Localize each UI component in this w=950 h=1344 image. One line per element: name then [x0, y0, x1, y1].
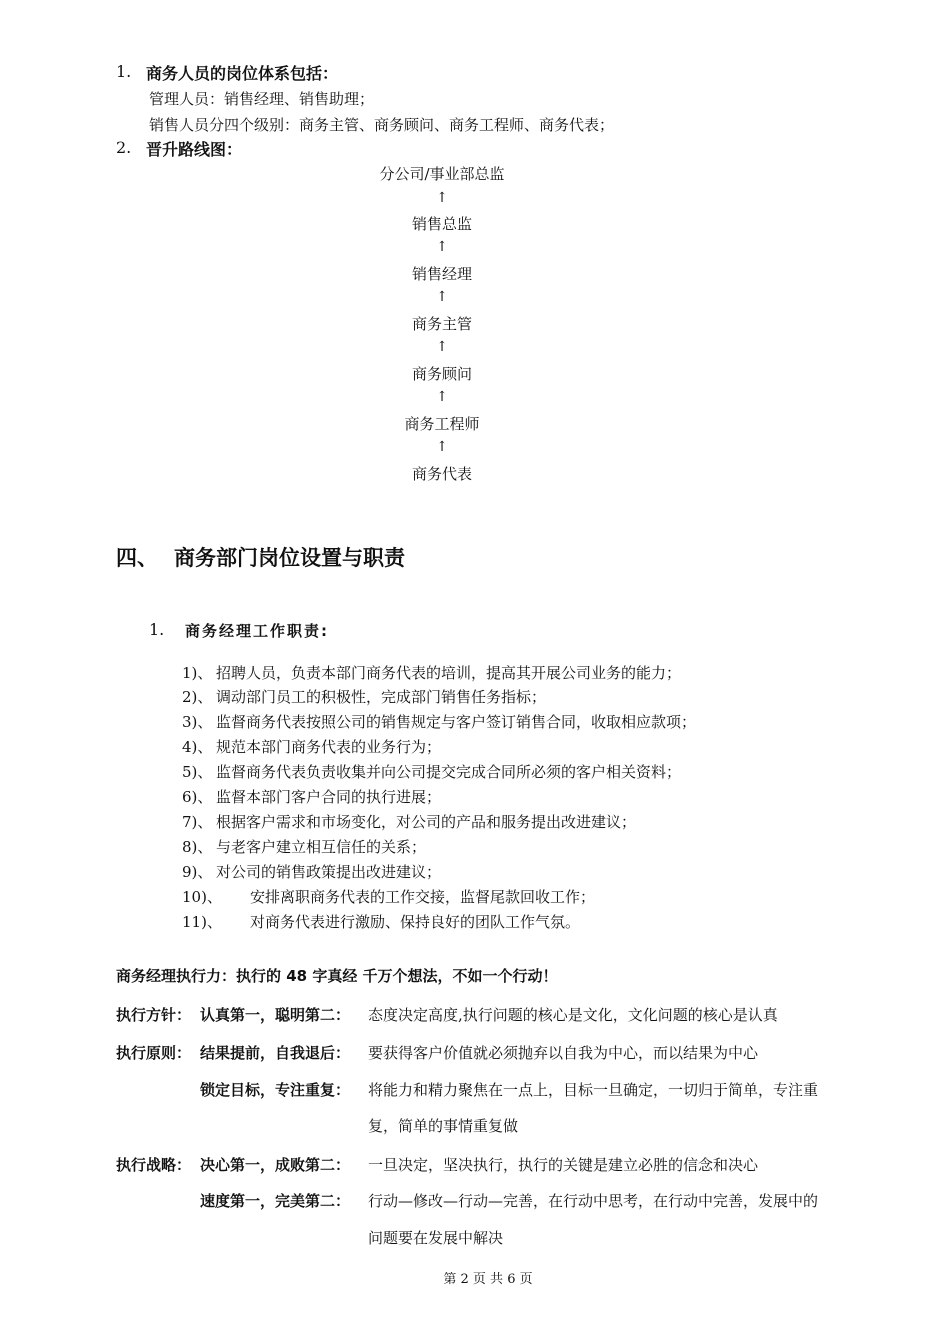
- list-item-text: 安排离职商务代表的工作交接，监督尾款回收工作；: [250, 888, 596, 906]
- exec-strategy-label: 执行战略：: [116, 1156, 192, 1174]
- exec-focus-text-cont: 复，简单的事情重复做: [368, 1117, 519, 1135]
- exec-policy-key: 认真第一，聪明第二：: [200, 1006, 351, 1024]
- list-item-number: 1)、: [182, 664, 213, 682]
- exec-speed-text: 行动—修改—行动—完善，在行动中思考，在行动中完善，发展中的: [368, 1192, 819, 1210]
- list-item-number: 2)、: [182, 688, 213, 706]
- sec2-number: 2.: [116, 138, 132, 157]
- up-arrow-icon: ↑: [436, 439, 448, 455]
- page-footer: 第 2 页 共 6 页: [443, 1272, 533, 1287]
- list-item-text: 规范本部门商务代表的业务行为；: [216, 738, 442, 756]
- sec1-line-sales: 销售人员分四个级别：商务主管、商务顾问、商务工程师、商务代表；: [149, 116, 615, 134]
- sec1-line-managers: 管理人员：销售经理、销售助理；: [149, 90, 375, 108]
- chapter-number: 四、: [116, 546, 158, 570]
- sec1-title: 商务人员的岗位体系包括：: [146, 64, 339, 83]
- list-item-text: 监督本部门客户合同的执行进展；: [216, 788, 442, 806]
- exec-focus-text: 将能力和精力聚焦在一点上，目标一旦确定，一切归于简单，专注重: [368, 1081, 819, 1099]
- list-item-number: 7)、: [182, 813, 213, 831]
- list-item-number: 6)、: [182, 788, 213, 806]
- level-business-consultant: 商务顾问: [411, 365, 472, 383]
- up-arrow-icon: ↑: [436, 289, 448, 305]
- exec-policy-label: 执行方针：: [116, 1006, 192, 1024]
- exec-policy-text: 态度决定高度,执行问题的核心是文化，文化问题的核心是认真: [368, 1006, 778, 1024]
- list-item-text: 调动部门员工的积极性，完成部门销售任务指标；: [216, 688, 547, 706]
- exec-principle-text: 要获得客户价值就必须抛弃以自我为中心，而以结果为中心: [368, 1044, 759, 1062]
- level-division-director: 分公司/事业部总监: [379, 165, 505, 183]
- list-item-number: 11)、: [182, 913, 222, 931]
- level-business-engineer: 商务工程师: [404, 415, 480, 433]
- up-arrow-icon: ↑: [436, 239, 448, 255]
- sec1-number: 1.: [116, 62, 132, 81]
- level-sales-manager: 销售经理: [411, 265, 472, 283]
- duty-number: 1.: [149, 620, 165, 639]
- list-item-number: 5)、: [182, 763, 213, 781]
- list-item-number: 10)、: [182, 888, 222, 906]
- exec-focus-key: 锁定目标，专注重复：: [200, 1081, 351, 1099]
- list-item-number: 4)、: [182, 738, 213, 756]
- duty-title: 商务经理工作职责:: [185, 622, 329, 640]
- list-item-text: 与老客户建立相互信任的关系；: [216, 838, 427, 856]
- up-arrow-icon: ↑: [436, 190, 448, 206]
- up-arrow-icon: ↑: [436, 389, 448, 405]
- exec-speed-key: 速度第一，完美第二：: [200, 1192, 351, 1210]
- exec-speed-text-cont: 问题要在发展中解决: [368, 1229, 504, 1247]
- list-item-text: 根据客户需求和市场变化，对公司的产品和服务提出改进建议；: [216, 813, 637, 831]
- list-item-text: 对公司的销售政策提出改进建议；: [216, 863, 442, 881]
- list-item-number: 9)、: [182, 863, 213, 881]
- level-business-supervisor: 商务主管: [411, 315, 472, 333]
- exec-strategy-key: 决心第一，成败第二：: [200, 1156, 351, 1174]
- sec2-title: 晋升路线图：: [146, 140, 243, 159]
- list-item-number: 3)、: [182, 713, 213, 731]
- exec-principle-label: 执行原则：: [116, 1044, 192, 1062]
- list-item-text: 监督商务代表按照公司的销售规定与客户签订销售合同，收取相应款项；: [216, 713, 697, 731]
- list-item-text: 对商务代表进行激励、保持良好的团队工作气氛。: [250, 913, 581, 931]
- up-arrow-icon: ↑: [436, 339, 448, 355]
- list-item-number: 8)、: [182, 838, 213, 856]
- level-business-representative: 商务代表: [411, 465, 472, 483]
- exec-principle-key: 结果提前，自我退后：: [200, 1044, 351, 1062]
- level-sales-director: 销售总监: [411, 215, 472, 233]
- chapter-title: 商务部门岗位设置与职责: [174, 546, 405, 570]
- list-item-text: 招聘人员，负责本部门商务代表的培训，提高其开展公司业务的能力；: [216, 664, 682, 682]
- exec-headline: 商务经理执行力：执行的 48 字真经 千万个想法，不如一个行动！: [116, 967, 558, 985]
- list-item-text: 监督商务代表负责收集并向公司提交完成合同所必须的客户相关资料；: [216, 763, 682, 781]
- exec-strategy-text: 一旦决定，坚决执行，执行的关键是建立必胜的信念和决心: [368, 1156, 759, 1174]
